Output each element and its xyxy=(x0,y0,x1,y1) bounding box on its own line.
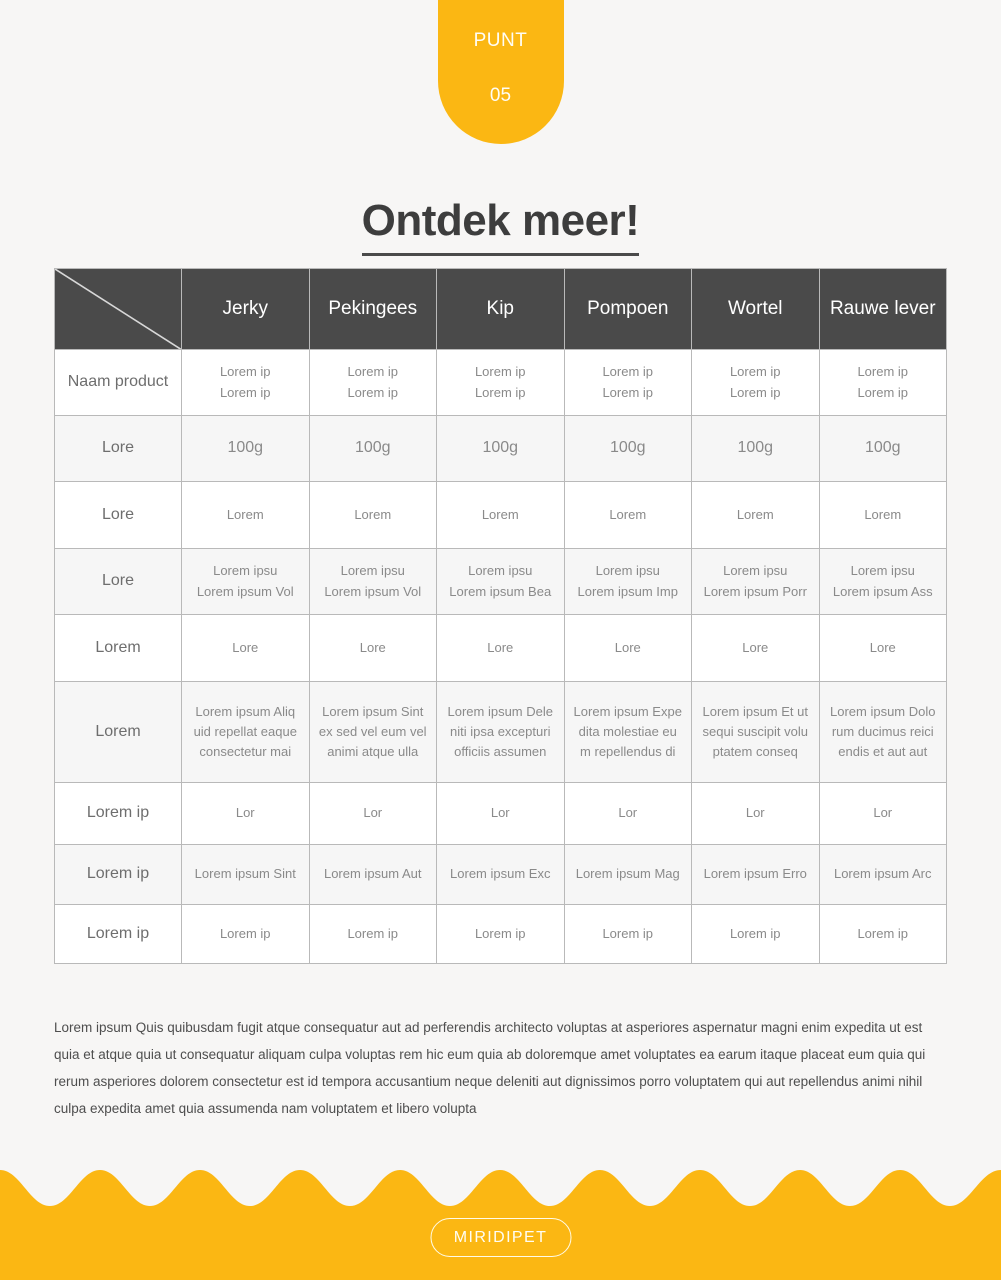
table-cell xyxy=(692,350,820,416)
cell-line: Lorem ipsum Ass xyxy=(832,583,933,599)
row-label: Lore xyxy=(55,416,182,482)
table-cell: Lore xyxy=(182,615,310,682)
table-cell: Lorem xyxy=(309,482,437,549)
badge-label: PUNT xyxy=(473,30,528,51)
table-cell: Lorem ipsum Exc xyxy=(437,845,565,905)
table-row xyxy=(55,682,947,783)
column-header-1[interactable]: Pekingees xyxy=(309,269,437,350)
table-cell: 100g xyxy=(309,416,437,482)
body-paragraph: Lorem ipsum Quis quibusdam fugit atque consequatur aut ad perferendis architecto voluptas at asperiores aspernatur magni enim expedita ut est quia et atque quia ut consequatur aliquam culpa voluptas rem hic eum quia ab doloremque amet voluptates ea earum itaque placeat eum quia qui rerum asperiores dolorem consectetur est id tempora accusantium neque deleniti aut dignissimos porro voluptatem qui aut repellendus animi nihil culpa expedita amet quia assumenda nam voluptatem et libero volupta xyxy=(54,1019,926,1116)
table-cell: Lorem xyxy=(564,482,692,549)
table-cell xyxy=(692,682,820,783)
cell-line: consectetur mai xyxy=(199,744,292,760)
table-cell: Lorem xyxy=(819,482,947,549)
table-header-row xyxy=(55,269,947,350)
table-cell xyxy=(437,682,565,783)
table-head xyxy=(55,269,947,350)
table-cell xyxy=(437,549,565,615)
cell-line: Lorem ip xyxy=(602,384,654,400)
table-cell: 100g xyxy=(182,416,310,482)
diagonal-slash-icon xyxy=(55,269,181,349)
cell-line: Lorem ip xyxy=(219,384,271,400)
table-cell: Lorem ipsum Sint xyxy=(182,845,310,905)
table-cell: 100g xyxy=(819,416,947,482)
table-cell: Lorem ipsum Erro xyxy=(692,845,820,905)
table-row xyxy=(55,416,947,482)
badge-number: 05 xyxy=(489,85,512,106)
comparison-table-container xyxy=(54,268,946,964)
table-cell: Lorem xyxy=(182,482,310,549)
cell-line: niti ipsa excepturi xyxy=(450,723,551,739)
wave-decoration xyxy=(0,1140,1001,1280)
table-row xyxy=(55,350,947,416)
cell-line: Lorem ip xyxy=(857,364,909,380)
table-cell xyxy=(309,549,437,615)
footer xyxy=(0,1140,1001,1280)
cell-line: Lorem ipsu xyxy=(468,563,533,579)
cell-line: Lorem ipsu xyxy=(213,563,278,579)
cell-line: Lorem ip xyxy=(474,364,526,380)
cell-line: animi atque ulla xyxy=(327,744,419,760)
cell-line: Lorem ip xyxy=(219,364,271,380)
table-cell: Lorem ip xyxy=(182,905,310,964)
table-cell: Lor xyxy=(182,783,310,845)
table-cell: Lor xyxy=(819,783,947,845)
cell-line: Lorem ip xyxy=(474,384,526,400)
cell-line: Lorem ip xyxy=(857,384,909,400)
cell-line: Lorem ip xyxy=(602,364,654,380)
cell-line: dita molestiae eu xyxy=(578,723,677,739)
table-row xyxy=(55,549,947,615)
cell-line: ptatem conseq xyxy=(712,744,798,760)
table-cell: Lor xyxy=(309,783,437,845)
table-cell: Lore xyxy=(437,615,565,682)
punt-badge xyxy=(438,0,564,144)
table-cell xyxy=(819,682,947,783)
table-cell: Lorem ipsum Arc xyxy=(819,845,947,905)
cell-line: sequi suscipit volu xyxy=(702,723,808,739)
table-cell: Lor xyxy=(692,783,820,845)
cell-line: Lorem ip xyxy=(729,364,781,380)
cell-line: Lorem ipsu xyxy=(340,563,405,579)
cell-line: endis et aut aut xyxy=(838,744,928,760)
cell-line: Lorem ipsum Expe xyxy=(573,703,682,719)
row-label: Lorem ip xyxy=(55,783,182,845)
cell-line: Lorem ipsum Et ut xyxy=(702,703,808,719)
cell-line: Lorem ipsum Dele xyxy=(447,703,553,719)
comparison-table xyxy=(54,268,947,964)
table-cell: 100g xyxy=(437,416,565,482)
table-row xyxy=(55,615,947,682)
table-cell: Lor xyxy=(564,783,692,845)
cell-line: Lorem ip xyxy=(729,384,781,400)
table-row xyxy=(55,845,947,905)
table-row xyxy=(55,783,947,845)
cell-line: Lorem ipsum Sint xyxy=(322,703,424,719)
table-cell xyxy=(309,350,437,416)
table-cell xyxy=(819,350,947,416)
column-header-5[interactable]: Rauwe lever xyxy=(819,269,947,350)
table-cell: Lore xyxy=(692,615,820,682)
table-cell: Lorem ip xyxy=(819,905,947,964)
cell-line: officiis assumen xyxy=(454,744,547,760)
table-cell: Lorem ipsum Mag xyxy=(564,845,692,905)
table-cell xyxy=(437,350,565,416)
cell-line: Lorem ipsum Bea xyxy=(449,583,552,599)
table-cell xyxy=(309,682,437,783)
table-cell: Lor xyxy=(437,783,565,845)
table-cell xyxy=(182,682,310,783)
row-label: Lorem ip xyxy=(55,905,182,964)
column-header-3[interactable]: Pompoen xyxy=(564,269,692,350)
cell-line: Lorem ipsum Imp xyxy=(577,583,678,599)
row-label: Lorem xyxy=(55,615,182,682)
table-row xyxy=(55,905,947,964)
table-cell: Lorem xyxy=(437,482,565,549)
table-cell xyxy=(182,549,310,615)
table-cell: Lorem ip xyxy=(564,905,692,964)
table-cell: 100g xyxy=(692,416,820,482)
cell-line: Lorem ipsum Porr xyxy=(703,583,807,599)
table-cell xyxy=(692,549,820,615)
table-cell xyxy=(564,350,692,416)
column-header-4[interactable]: Wortel xyxy=(692,269,820,350)
cell-line: Lorem ipsu xyxy=(723,563,788,579)
table-row xyxy=(55,482,947,549)
column-header-0[interactable]: Jerky xyxy=(182,269,310,350)
row-label: Lorem ip xyxy=(55,845,182,905)
table-cell xyxy=(182,350,310,416)
table-cell xyxy=(819,549,947,615)
cell-line: Lorem ip xyxy=(347,364,399,380)
cell-line: Lorem ipsu xyxy=(850,563,915,579)
table-body xyxy=(55,350,947,964)
table-cell: Lore xyxy=(309,615,437,682)
table-cell: Lorem ip xyxy=(437,905,565,964)
table-cell: Lorem ip xyxy=(692,905,820,964)
row-label: Lorem xyxy=(55,682,182,783)
table-cell xyxy=(564,549,692,615)
table-corner-cell xyxy=(55,269,182,350)
cell-line: ex sed vel eum vel xyxy=(318,723,427,739)
cell-line: Lorem ipsu xyxy=(595,563,660,579)
cell-line: uid repellat eaque xyxy=(193,723,297,739)
cell-line: m repellendus di xyxy=(580,744,676,760)
cell-line: rum ducimus reici xyxy=(831,723,934,739)
cell-line: Lorem ip xyxy=(347,384,399,400)
cell-line: Lorem ipsum Vol xyxy=(324,583,422,599)
cell-line: Lorem ipsum Aliq xyxy=(195,703,296,719)
page-title: Ontdek meer! xyxy=(362,197,640,255)
table-cell: Lorem ip xyxy=(309,905,437,964)
table-cell: Lorem xyxy=(692,482,820,549)
row-label: Lore xyxy=(55,549,182,615)
row-label: Naam product xyxy=(55,350,182,416)
table-cell: Lorem ipsum Aut xyxy=(309,845,437,905)
table-cell: 100g xyxy=(564,416,692,482)
brand-logo[interactable]: MIRIDIPET xyxy=(430,1218,571,1257)
cell-line: Lorem ipsum Vol xyxy=(196,583,294,599)
row-label: Lore xyxy=(55,482,182,549)
column-header-2[interactable]: Kip xyxy=(437,269,565,350)
table-cell xyxy=(564,682,692,783)
table-cell: Lore xyxy=(564,615,692,682)
table-cell: Lore xyxy=(819,615,947,682)
cell-line: Lorem ipsum Dolo xyxy=(830,703,936,719)
